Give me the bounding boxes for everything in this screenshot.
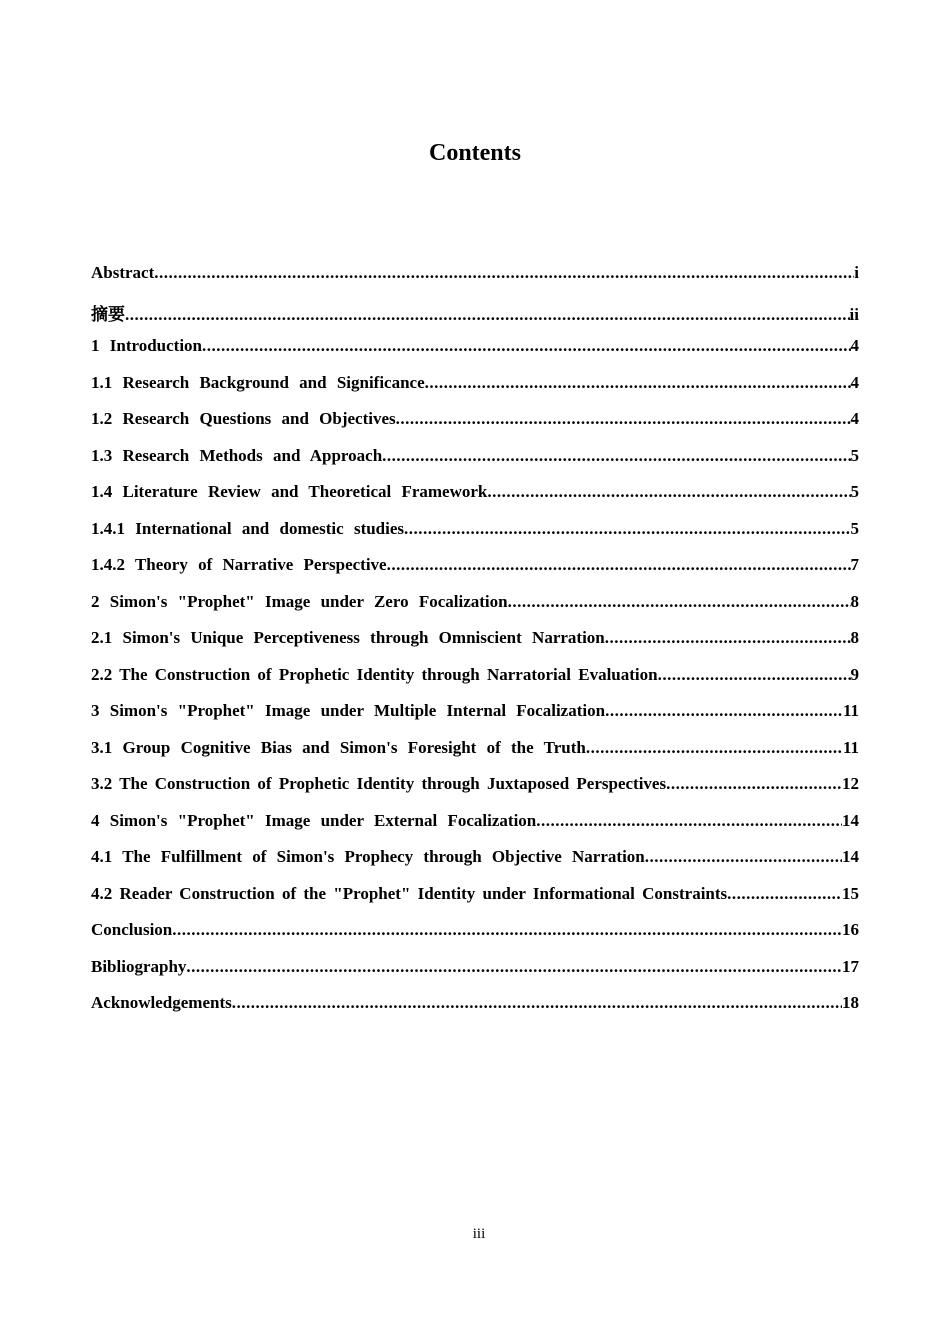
toc-dot-leader [125,305,850,325]
toc-entry-page: 4 [850,409,859,428]
toc-entry-page: 14 [842,810,859,830]
toc-entry-page: 14 [842,847,859,866]
toc-entry-chapter-2[interactable] [91,592,859,629]
toc-entry-page: 17 [842,956,859,976]
toc-entry-label: 4.2 Reader Construction of the "Prophet" Identity under Informational Constraints [91,883,728,903]
toc-dot-leader [172,920,842,940]
toc-entry-section-3-2[interactable] [91,774,859,811]
toc-entry-page: i [854,263,859,282]
toc-dot-leader [508,592,851,612]
toc-entry-page: ii [849,304,859,324]
toc-entry-label: 2 Simon's "Prophet" Image under Zero Focalization [91,591,508,611]
toc-dot-leader [645,847,842,867]
page-number: iii [472,1226,486,1242]
toc-entry-page: 5 [850,518,859,538]
toc-dot-leader [404,519,850,539]
toc-dot-leader [186,957,842,977]
toc-entry-page: 7 [850,555,859,574]
toc-entry-section-1-4-1[interactable] [91,519,859,556]
toc-entry-label: Abstract [91,263,155,282]
toc-entry-page: 18 [842,993,859,1012]
toc-entry-section-1-2[interactable] [91,409,859,446]
toc-dot-leader [382,446,850,466]
toc-entry-page: 5 [850,445,859,465]
toc-entry-page: 16 [842,920,859,939]
toc-entry-label: 1.4 Literature Review and Theoretical Framework [91,482,488,501]
toc-entry-label: 1.1 Research Background and Significance [91,372,425,392]
toc-entry-label: 1.3 Research Methods and Approach [91,445,383,465]
toc-entry-page: 8 [850,591,859,611]
toc-entry-label: 摘要 [91,304,125,324]
toc-dot-leader [605,701,843,721]
toc-entry-label: Conclusion [91,920,173,939]
toc-entry-bibliography[interactable] [91,957,859,994]
toc-entry-section-1-4-2[interactable] [91,555,859,592]
toc-dot-leader [387,555,851,575]
toc-entry-section-2-2[interactable] [91,665,859,702]
toc-entry-abstract[interactable] [91,263,859,300]
toc-entry-label: 2.1 Simon's Unique Perceptiveness through Omniscient Narration [91,628,605,647]
toc-entry-chapter-1[interactable] [91,336,859,373]
toc-entry-label: Acknowledgements [91,993,232,1012]
page-title: Contents [428,140,521,166]
toc-entry-label: Bibliography [91,956,187,976]
toc-dot-leader [396,409,851,429]
toc-entry-section-4-2[interactable] [91,884,859,921]
toc-dot-leader [487,482,850,502]
toc-dot-leader [727,884,842,904]
toc-dot-leader [586,738,843,758]
toc-dot-leader [154,263,854,283]
toc-dot-leader [232,993,842,1013]
toc-entry-label: 3.2 The Construction of Prophetic Identity through Juxtaposed Perspectives [91,774,667,793]
toc-entry-section-3-1[interactable] [91,738,859,775]
toc-entry-page: 11 [842,701,859,720]
toc-entry-page: 4 [850,372,859,392]
toc-entry-label: 1.4.1 International and domestic studies [91,518,405,538]
toc-entry-chapter-3[interactable] [91,701,859,738]
toc-entry-page: 15 [842,883,859,903]
toc-entry-label: 1 Introduction [91,336,203,355]
toc-entry-page: 12 [842,774,859,793]
toc-entry-section-2-1[interactable] [91,628,859,665]
toc-dot-leader [425,373,851,393]
toc-dot-leader [202,336,850,356]
toc-entry-chinese-abstract[interactable] [91,300,859,337]
toc-entry-section-1-3[interactable] [91,446,859,483]
toc-entry-section-1-4[interactable] [91,482,859,519]
toc-entry-conclusion[interactable] [91,920,859,957]
toc-entry-page: 5 [850,482,859,501]
toc-entry-section-4-1[interactable] [91,847,859,884]
toc-entry-label: 1.4.2 Theory of Narrative Perspective [91,555,387,574]
toc-entry-label: 4.1 The Fulfillment of Simon's Prophecy through Objective Narration [91,847,645,866]
toc-entry-label: 1.2 Research Questions and Objectives [91,409,396,428]
toc-entry-label: 3 Simon's "Prophet" Image under Multiple Internal Focalization [91,701,606,720]
table-of-contents [91,263,859,1030]
toc-entry-label: 2.2 The Construction of Prophetic Identity through Narratorial Evaluation [91,664,658,684]
toc-entry-page: 8 [850,628,859,647]
toc-entry-acknowledgements[interactable] [91,993,859,1030]
toc-dot-leader [536,811,842,831]
toc-dot-leader [605,628,851,648]
toc-dot-leader [658,665,851,685]
toc-entry-label: 4 Simon's "Prophet" Image under External Focalization [91,810,537,830]
toc-entry-page: 9 [850,664,859,684]
toc-dot-leader [666,774,842,794]
toc-entry-chapter-4[interactable] [91,811,859,848]
toc-entry-page: 4 [850,336,859,355]
toc-entry-page: 11 [842,737,859,757]
toc-entry-label: 3.1 Group Cognitive Bias and Simon's Foresight of the Truth [91,737,586,757]
toc-entry-section-1-1[interactable] [91,373,859,410]
